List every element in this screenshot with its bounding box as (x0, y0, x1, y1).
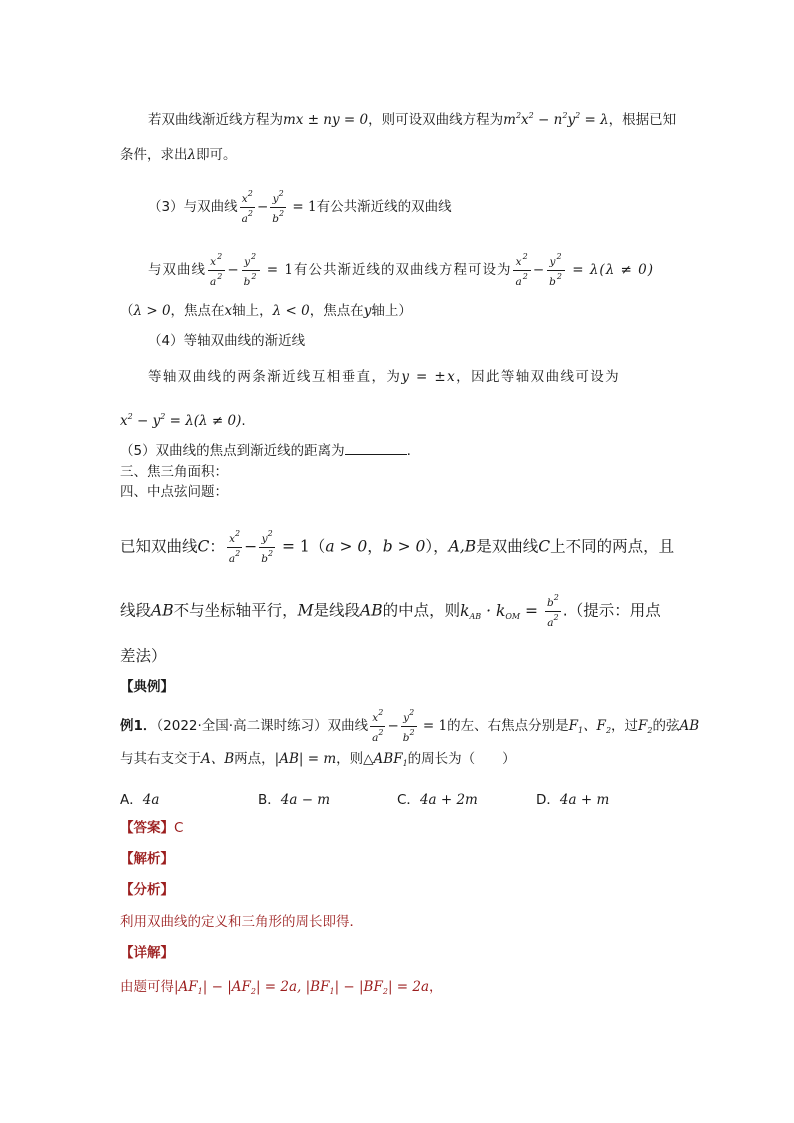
asymptote-paragraph-cont: 条件，求出λ即可。 (120, 147, 237, 163)
answer: 【答案】C (120, 820, 184, 836)
fenxi-heading: 【分析】 (120, 882, 174, 898)
heading-midpoint-chord: 四、中点弦问题： (120, 484, 228, 500)
section-4-heading: （4）等轴双曲线的渐近线 (148, 333, 306, 349)
example-heading: 【典例】 (120, 679, 174, 695)
option-a: A．4a (120, 792, 160, 808)
detail-text: 由题可得$|AF_1| - |AF_2| = 2a$, $|BF_1| - |BF_2| = 2a$， (120, 979, 443, 996)
example-1-question: 例1．（2022·全国·高二课时练习）双曲线 $\frac{x^2}{a^2}$ − $\frac{y^2}{b^2}$ = 1的左、右焦点分别是$F_1$、$F_2$，过$F_2$的弦AB (120, 708, 700, 744)
example-1-question-cont: 与其右支交于A、B两点，|AB| = m，则$\triangle ABF_1$的周长为（ ） (120, 751, 516, 768)
section-4-paragraph: 等轴双曲线的两条渐近线互相垂直，为y = ±x，因此等轴双曲线可设为 (148, 369, 621, 385)
fenxi-text: 利用双曲线的定义和三角形的周长即得． (120, 914, 363, 930)
detail-heading: 【详解】 (120, 945, 174, 961)
asymptote-paragraph: 若双曲线渐近线方程为mx ± ny = 0，则可设双曲线方程为$m^2x^2 - n^2y^2 = \lambda$，根据已知 (148, 111, 677, 128)
equal-axis-equation: $x^2 - y^2 = \lambda(\lambda \ne 0)$. (120, 412, 246, 429)
heading-focal-triangle: 三、焦三角面积： (120, 464, 228, 480)
midpoint-paragraph: 已知双曲线C： $\frac{x^2}{a^2}$ − $\frac{y^2}{b^2}$ = 1（a > 0，b > 0），A,B是双曲线C上不同的两点，且 (120, 529, 675, 565)
fill-in-blank (345, 442, 407, 455)
option-d: D．4a + m (536, 792, 610, 808)
option-b: B．4a − m (258, 792, 331, 808)
hyperbola-equation-form: $m^2x^2 - n^2y^2 = \lambda$ (503, 111, 609, 128)
section-3-heading: （3）与双曲线 $\frac{x^2}{a^2}$ − $\frac{y^2}{b^2}$ = 1有公共渐近线的双曲线 (148, 189, 452, 225)
section-3-paragraph: 与双曲线 $\frac{x^2}{a^2}$ − $\frac{y^2}{b^2}$ = 1有公共渐近线的双曲线方程可设为 $\frac{x^2}{a^2}$ − $\frac{y^2}{b^2}$ = λ(λ ≠ 0) (148, 252, 655, 288)
midpoint-paragraph-end: 差法） (120, 647, 167, 665)
option-c: C．4a + 2m (397, 792, 478, 808)
section-3-note: （λ > 0，焦点在x轴上，λ < 0，焦点在y轴上） (120, 303, 412, 319)
analysis-heading: 【解析】 (120, 851, 174, 867)
section-5-question: （5）双曲线的焦点到渐近线的距离为 . (120, 443, 411, 459)
midpoint-paragraph-cont: 线段AB不与坐标轴平行，M是线段AB的中点，则$k_{AB} \cdot k_{OM}$ = $\frac{b^2}{a^2}$ .（提示：用点 (120, 593, 661, 629)
asymptote-equation: mx ± ny = 0 (283, 112, 369, 128)
